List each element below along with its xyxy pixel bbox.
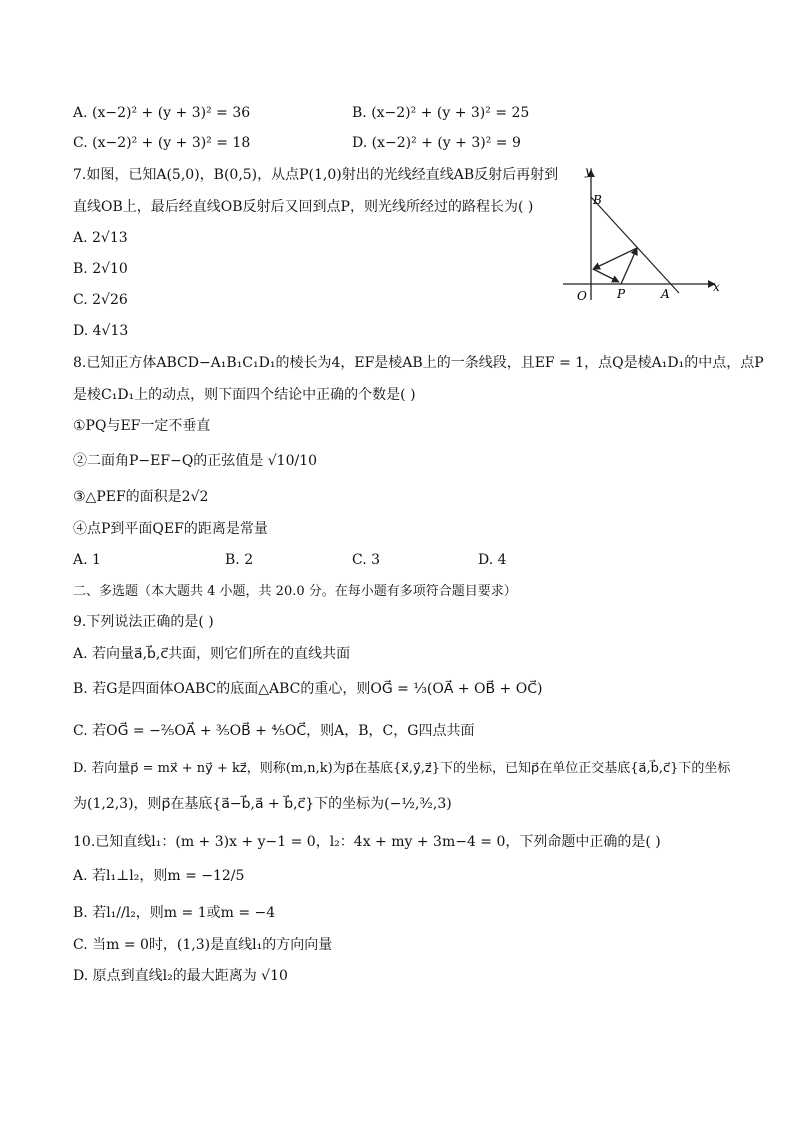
q8-statement-1: ①PQ与EF一定不垂直 xyxy=(73,418,211,434)
q8-option-d: D. 4 xyxy=(478,552,507,568)
q7-option-a: A. 2√13 xyxy=(73,230,128,246)
q9-option-b: B. 若G是四面体OABC的底面△ABC的重心，则OG⃗ = ⅓(OA⃗ + OB⃗ + OC⃗) xyxy=(73,681,543,697)
q8-statement-2: ②二面角P−EF−Q的正弦值是 √10/10 xyxy=(73,453,318,469)
q9-stem: 9.下列说法正确的是( ) xyxy=(73,614,214,630)
q6-option-c: C. (x−2)² + (y + 3)² = 18 xyxy=(73,135,251,151)
q8-statement-3: ③△PEF的面积是2√2 xyxy=(73,489,209,505)
label-a: A xyxy=(661,287,670,301)
q10-option-c: C. 当m = 0时，(1,3)是直线l₁的方向向量 xyxy=(73,937,333,953)
q6-option-d: D. (x−2)² + (y + 3)² = 9 xyxy=(352,135,521,151)
q7-option-c: C. 2√26 xyxy=(73,292,128,308)
label-x: x xyxy=(713,280,720,294)
section-heading-multiple-choice: 二、多选题（本大题共 4 小题，共 20.0 分。在每小题有多项符合题目要求） xyxy=(73,584,517,599)
q8-option-a: A. 1 xyxy=(73,552,101,568)
q8-option-b: B. 2 xyxy=(225,552,254,568)
q8-stem-line1: 8.已知正方体ABCD−A₁B₁C₁D₁的棱长为4，EF是棱AB上的一条线段，且EF = 1，点Q是棱A₁D₁的中点，点P xyxy=(73,355,764,371)
q7-stem-line1: 7.如图，已知A(5,0)，B(0,5)，从点P(1,0)射出的光线经直线AB反射后再射到 xyxy=(73,167,559,183)
label-p: P xyxy=(617,287,626,301)
q7-option-d: D. 4√13 xyxy=(73,323,129,339)
q6-option-b: B. (x−2)² + (y + 3)² = 25 xyxy=(352,105,530,121)
q8-option-c: C. 3 xyxy=(352,552,381,568)
label-y: y xyxy=(585,164,592,178)
q10-stem: 10.已知直线l₁：(m + 3)x + y−1 = 0，l₂：4x + my + 3m−4 = 0，下列命题中正确的是( ) xyxy=(73,834,661,850)
ray-p-to-ab xyxy=(621,248,637,284)
q9-option-c: C. 若OG⃗ = −⅖OA⃗ + ⅗OB⃗ + ⅘OC⃗，则A，B，C，G四点共面 xyxy=(73,723,475,739)
q8-stem-line2: 是棱C₁D₁上的动点，则下面四个结论中正确的个数是( ) xyxy=(73,387,416,403)
q8-statement-4: ④点P到平面QEF的距离是常量 xyxy=(73,521,268,537)
ray-ob-to-p xyxy=(593,269,619,282)
q9-option-d-line2: 为(1,2,3)，则p⃗在基底{a⃗−b⃗,a⃗ + b⃗,c⃗}下的坐标为(−½,³⁄₂,3) xyxy=(73,796,452,812)
q6-option-a: A. (x−2)² + (y + 3)² = 36 xyxy=(73,105,251,121)
q7-figure xyxy=(555,160,735,310)
q9-option-a: A. 若向量a⃗,b⃗,c⃗共面，则它们所在的直线共面 xyxy=(73,646,351,662)
q9-option-d-line1: D. 若向量p⃗ = mx⃗ + ny⃗ + kz⃗，则称(m,n,k)为p⃗在基底{x⃗,y⃗,z⃗}下的坐标，已知p⃗在单位正交基底{a⃗,b⃗,c⃗}下的坐标 xyxy=(73,761,731,776)
q7-stem-line2: 直线OB上，最后经直线OB反射后又回到点P，则光线所经过的路程长为( ) xyxy=(73,199,534,215)
label-o: O xyxy=(577,289,587,303)
q10-option-a: A. 若l₁⊥l₂，则m = −12/5 xyxy=(73,868,245,884)
ray-ab-to-ob xyxy=(593,248,637,269)
q7-option-b: B. 2√10 xyxy=(73,261,128,277)
label-b: B xyxy=(593,193,602,207)
q10-option-d: D. 原点到直线l₂的最大距离为 √10 xyxy=(73,968,288,984)
line-ab xyxy=(591,197,679,293)
q10-option-b: B. 若l₁//l₂，则m = 1或m = −4 xyxy=(73,905,276,921)
